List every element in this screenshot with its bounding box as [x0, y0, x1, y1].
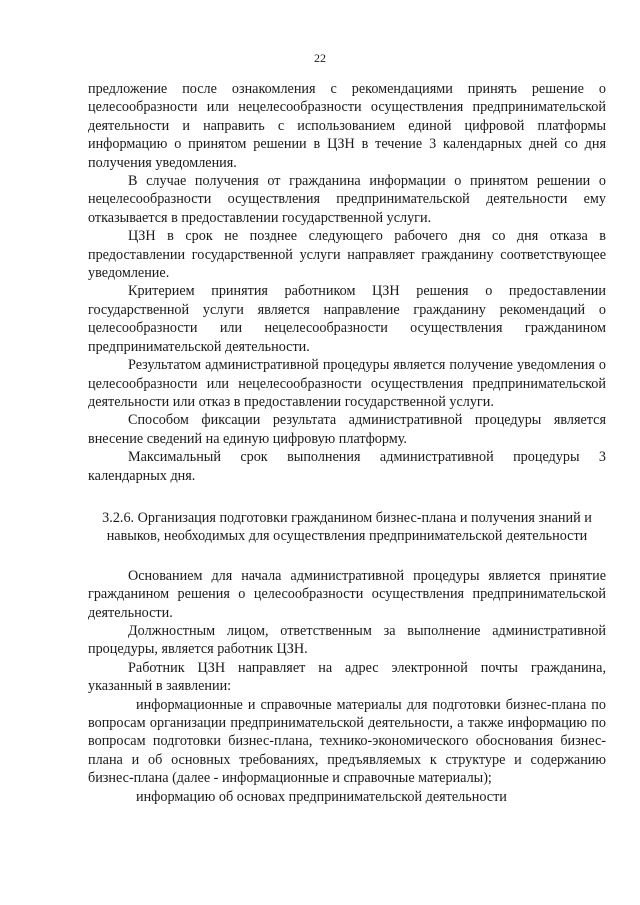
page-number: 22 — [314, 51, 326, 65]
paragraph-refusal-case: В случае получения от гражданина информации о принятом решении о нецелесообразности осуществления предпринимательской деятельности ему отказывается в предоставлении государственной услуги. — [88, 173, 606, 226]
paragraph-continuation: предложение после ознакомления с рекомендациями принять решение о целесообразности или нецелесообразности осуществления предпринимательской деятельности и направить с использованием единой цифровой платформы информацию о принятом решении в ЦЗН в течение 3 календарных дней со дня получения уведомления. — [88, 81, 606, 171]
section-heading: 3.2.6. Организация подготовки гражданином бизнес-плана и получения знаний и навыков, необходимых для осуществления предпринимательской деятельности — [102, 509, 592, 545]
paragraph-procedure-result: Результатом административной процедуры является получение уведомления о целесообразности или нецелесообразности осуществления предпринимательской деятельности или отказ в предоставлении государственной услуги. — [88, 357, 606, 410]
paragraph-decision-criterion: Критерием принятия работником ЦЗН решения о предоставлении государственной услуги является направление гражданину рекомендаций о целесообразности или нецелесообразности осуществления гражданином предпринимательской деятельности. — [88, 283, 606, 355]
document-body — [88, 80, 606, 806]
paragraph-procedure-basis: Основанием для начала административной процедуры является принятие гражданином решения о целесообразности осуществления предпринимательской деятельности. — [88, 567, 606, 621]
list-item-business-basics: информацию об основах предпринимательской деятельности — [136, 788, 507, 805]
list-item-reference-materials: информационные и справочные материалы для подготовки бизнес-плана по вопросам организации предпринимательской деятельности, а также информацию по вопросам подготовки бизнес-плана, технико-экономического обоснования бизнес-плана и об основных требованиях, предъявляемых к структуре и содержанию бизнес-плана (далее - информационные и справочные материалы); — [88, 696, 606, 787]
paragraph-responsible-official: Должностным лицом, ответственным за выполнение административной процедуры, является работник ЦЗН. — [88, 622, 606, 658]
paragraph-result-recording: Способом фиксации результата административной процедуры является внесение сведений на единую цифровую платформу. — [88, 412, 606, 447]
paragraph-max-duration: Максимальный срок выполнения административной процедуры 3 календарных дня. — [88, 449, 606, 484]
paragraph-refusal-notice: ЦЗН в срок не позднее следующего рабочего дня со дня отказа в предоставлении государственной услуги направляет гражданину соответствующее уведомление. — [88, 228, 606, 282]
paragraph-email-sending: Работник ЦЗН направляет на адрес электронной почты гражданина, указанный в заявлении: — [88, 659, 606, 695]
